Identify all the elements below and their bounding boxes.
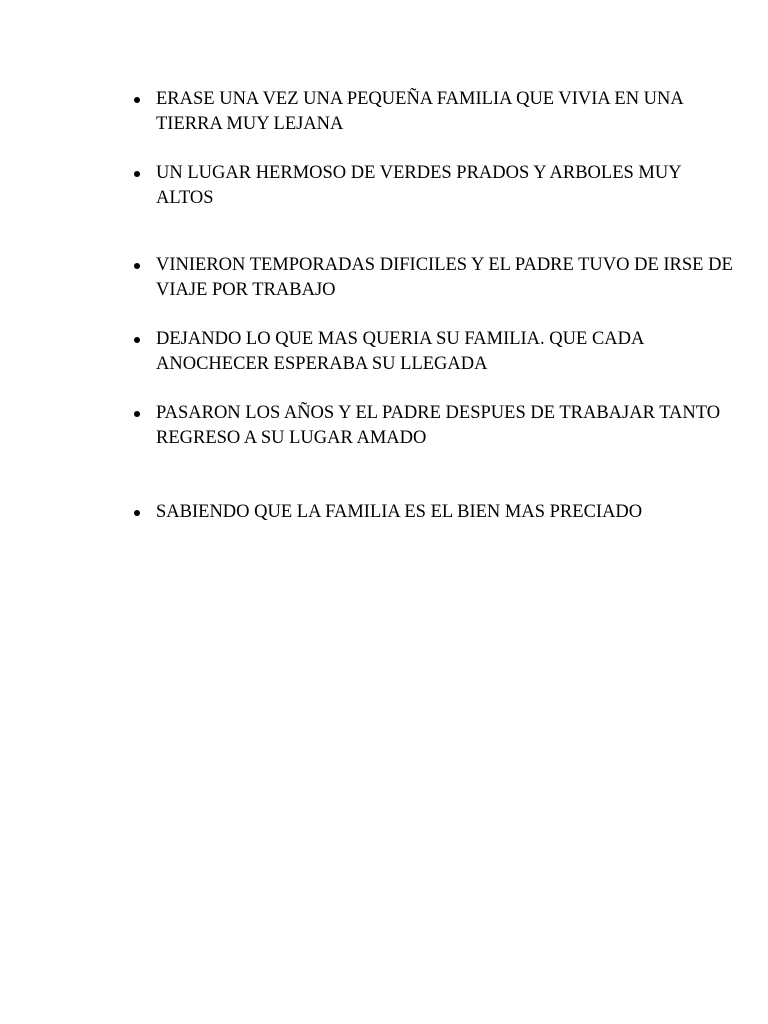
- bullet-text: DEJANDO LO QUE MAS QUERIA SU FAMILIA. QUE CADA ANOCHECER ESPERABA SU LLEGADA: [156, 329, 644, 374]
- bullet-icon: [134, 97, 140, 103]
- bullet-icon: [134, 171, 140, 177]
- list-item: [156, 161, 736, 211]
- bullet-icon: [134, 337, 140, 343]
- list-item: [156, 87, 736, 137]
- bullet-icon: [134, 510, 140, 516]
- bullet-icon: [134, 411, 140, 417]
- list-item: [156, 500, 736, 525]
- bullet-text: ERASE UNA VEZ UNA PEQUEÑA FAMILIA QUE VIVIA EN UNA TIERRA MUY LEJANA: [156, 89, 683, 134]
- list-item: [156, 327, 736, 377]
- bullet-icon: [134, 263, 140, 269]
- list-item: [156, 253, 736, 303]
- bullet-list: [156, 87, 736, 525]
- bullet-text: PASARON LOS AÑOS Y EL PADRE DESPUES DE TRABAJAR TANTO REGRESO A SU LUGAR AMADO: [156, 403, 721, 448]
- bullet-text: UN LUGAR HERMOSO DE VERDES PRADOS Y ARBOLES MUY ALTOS: [156, 163, 681, 208]
- list-item: [156, 401, 736, 451]
- bullet-text: VINIERON TEMPORADAS DIFICILES Y EL PADRE TUVO DE IRSE DE VIAJE POR TRABAJO: [156, 255, 733, 300]
- bullet-text: SABIENDO QUE LA FAMILIA ES EL BIEN MAS PRECIADO: [156, 502, 643, 522]
